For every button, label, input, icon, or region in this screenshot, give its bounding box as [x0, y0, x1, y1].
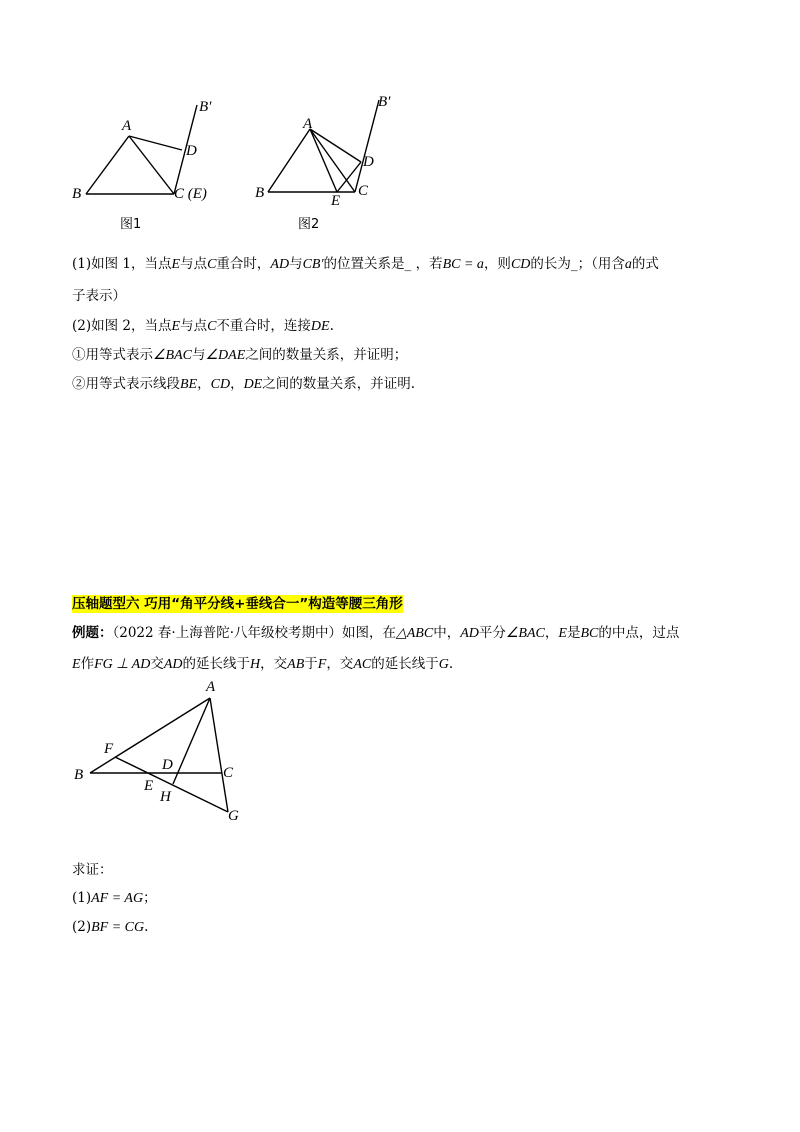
- fig3-AG: [210, 698, 228, 812]
- fig2-caption: 图2: [298, 217, 320, 232]
- fig1-AB: [86, 136, 129, 194]
- fig2-label-C: C: [358, 183, 369, 199]
- fig3-label-E: E: [144, 778, 154, 794]
- fig1-AD: [129, 136, 182, 150]
- fig1-label-Bp: B′: [199, 99, 212, 115]
- fig3-label-H: H: [160, 789, 171, 805]
- fig3-label-C: C: [223, 765, 234, 781]
- prove-1: (1)AF = AG；: [72, 890, 157, 906]
- fig2-label-D: D: [363, 154, 374, 170]
- question-2b: ②用等式表示线段BE，CD，DE之间的数量关系，并证明.: [72, 376, 416, 392]
- fig2-label-A: A: [303, 116, 313, 132]
- fig1-label-D: D: [186, 143, 197, 159]
- fig3-label-F: F: [104, 741, 114, 757]
- fig2-label-E: E: [331, 193, 341, 209]
- question-2a: ①用等式表示∠BAC与∠DAE之间的数量关系，并证明；: [72, 347, 408, 363]
- question-2: (2)如图 2，当点E与点C不重合时，连接DE.: [72, 318, 334, 334]
- question-1-line-2: 子表示）: [72, 288, 126, 304]
- figure-3: [60, 670, 280, 840]
- fig1-label-A: A: [122, 118, 132, 134]
- example-line-1: 例题：（2022 春·上海普陀·八年级校考期中）如图，在△ABC中，AD平分∠BAC，E是BC的中点，过点: [72, 625, 680, 641]
- fig3-AB: [90, 698, 210, 773]
- prove-title: 求证：: [72, 862, 113, 878]
- fig2-CBp: [355, 100, 379, 192]
- fig1-label-C: C (E): [174, 186, 207, 202]
- fig3-label-A: A: [206, 679, 216, 695]
- fig1-label-B: B: [72, 186, 82, 202]
- fig1-caption: 图1: [120, 217, 142, 232]
- fig2-label-Bp: B′: [378, 94, 391, 110]
- fig2-AB: [268, 129, 310, 192]
- section-title: 压轴题型六 巧用“角平分线+垂线合一”构造等腰三角形: [72, 596, 403, 612]
- fig3-label-G: G: [228, 808, 239, 824]
- fig2-label-B: B: [255, 185, 265, 201]
- question-1-line-1: (1)如图 1，当点E与点C重合时，AD与CB′的位置关系是_ ，若BC = a，则CD的长为_；（用含a的式: [72, 256, 659, 272]
- fig1-AC: [129, 136, 174, 194]
- fig3-label-B: B: [74, 767, 84, 783]
- prove-2: (2)BF = CG.: [72, 919, 149, 935]
- fig3-AH: [173, 698, 210, 784]
- example-line-2: E作FG ⊥ AD交AD的延长线于H，交AB于F，交AC的延长线于G.: [72, 656, 454, 672]
- fig3-label-D: D: [162, 757, 173, 773]
